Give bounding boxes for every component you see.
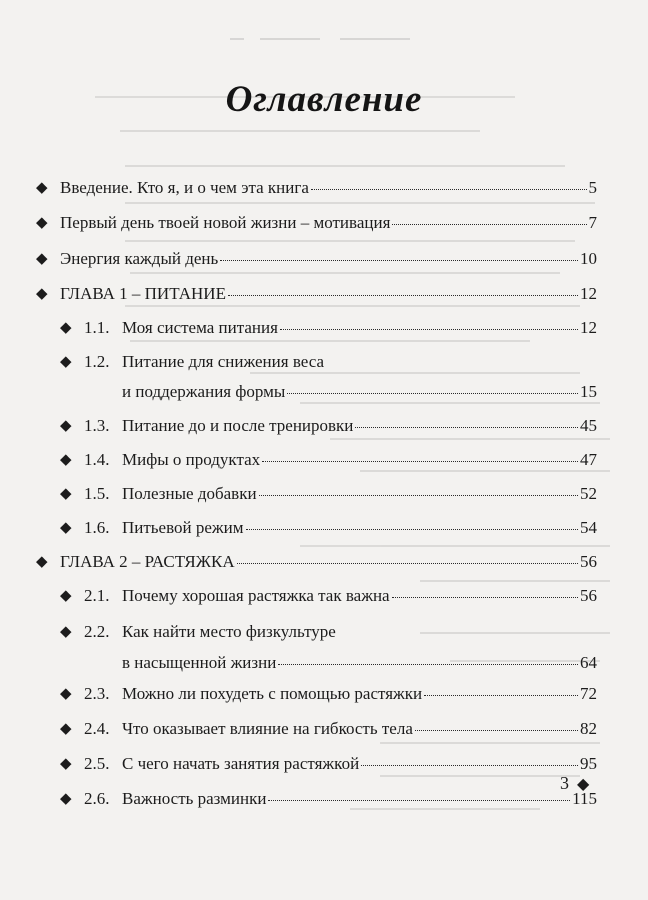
toc-entry-page: 72 [580, 684, 597, 703]
toc-entry-title: Энергия каждый день [60, 249, 219, 268]
section-number: 1.2. [84, 352, 110, 371]
toc-entry-1-6[interactable] [60, 518, 597, 538]
diamond-bullet-icon: ◆ [60, 686, 72, 702]
dot-leader [361, 764, 578, 766]
toc-entry-title: Полезные добавки [122, 484, 257, 503]
toc-entry-2-1[interactable] [60, 586, 597, 606]
dot-leader [311, 188, 587, 190]
toc-entry-title: Первый день твоей новой жизни – мотивация [60, 213, 391, 232]
diamond-bullet-icon: ◆ [60, 320, 72, 336]
diamond-bullet-icon: ◆ [60, 452, 72, 468]
toc-entry-introduction[interactable] [36, 178, 597, 198]
section-number: 1.6. [84, 518, 110, 537]
toc-entry-title: Почему хорошая растяжка так важна [122, 586, 390, 605]
toc-entry-title: С чего начать занятия растяжкой [122, 754, 360, 773]
section-number: 2.6. [84, 789, 110, 808]
diamond-bullet-icon: ◆ [36, 286, 48, 302]
dot-leader [392, 223, 586, 225]
dot-leader [392, 596, 578, 598]
toc-entry-page: 64 [580, 653, 597, 672]
dot-leader [280, 328, 578, 330]
toc-entry-1-4[interactable] [60, 450, 597, 470]
toc-entry-title-line-1: Питание для снижения веса [122, 352, 325, 371]
toc-entry-page: 82 [580, 719, 597, 738]
section-number: 2.3. [84, 684, 110, 703]
diamond-bullet-icon: ◆ [60, 624, 72, 640]
toc-entry-title: Введение. Кто я, и о чем эта книга [60, 178, 309, 197]
dot-leader [415, 729, 578, 731]
toc-entry-title: Питьевой режим [122, 518, 244, 537]
dot-leader [287, 392, 578, 394]
section-number: 1.1. [84, 318, 110, 337]
dot-leader [220, 259, 578, 261]
toc-entry-1-2[interactable] [60, 352, 597, 402]
diamond-bullet-icon: ◆ [60, 791, 72, 807]
toc-entry-2-3[interactable] [60, 684, 597, 704]
diamond-bullet-icon: ◆ [60, 418, 72, 434]
section-number: 1.5. [84, 484, 110, 503]
section-number: 2.1. [84, 586, 110, 605]
diamond-footer-icon: ◆ [577, 776, 590, 793]
toc-entry-title: Питание до и после тренировки [122, 416, 354, 435]
diamond-bullet-icon: ◆ [60, 756, 72, 772]
toc-entry-title: ГЛАВА 1 – ПИТАНИЕ [60, 284, 226, 303]
dot-leader [237, 562, 578, 564]
dot-leader [262, 460, 578, 462]
toc-entry-title: Мифы о продуктах [122, 450, 261, 469]
section-number: 2.2. [84, 622, 110, 641]
toc-entry-title-line-2: в насыщенной жизни [122, 653, 277, 672]
dot-leader [278, 663, 578, 665]
toc-entry-title-line-2: и поддержания формы [122, 382, 286, 401]
toc-entry-2-2[interactable] [60, 622, 597, 673]
toc-entry-chapter-2[interactable] [36, 552, 597, 572]
page-number [560, 773, 589, 794]
toc-entry-energy[interactable] [36, 249, 597, 269]
toc-entry-first-day[interactable] [36, 213, 597, 233]
toc-entry-page: 47 [580, 450, 597, 469]
diamond-bullet-icon: ◆ [60, 721, 72, 737]
section-number: 1.3. [84, 416, 110, 435]
page-title: Оглавление [225, 79, 423, 120]
toc-entry-page: 7 [588, 213, 597, 232]
dot-leader [424, 694, 578, 696]
diamond-bullet-icon: ◆ [60, 520, 72, 536]
toc-entry-page: 15 [580, 382, 597, 401]
toc-entry-page: 12 [580, 284, 597, 303]
toc-entry-page: 54 [580, 518, 597, 537]
toc-entry-page: 45 [580, 416, 597, 435]
dot-leader [228, 294, 578, 296]
toc-entry-2-5[interactable] [60, 754, 597, 774]
diamond-bullet-icon: ◆ [60, 486, 72, 502]
section-number: 1.4. [84, 450, 110, 469]
page-number-value: 3 [560, 773, 569, 793]
dot-leader [246, 528, 578, 530]
toc-entry-page: 56 [580, 586, 597, 605]
toc-entry-1-3[interactable] [60, 416, 597, 436]
toc-entry-1-5[interactable] [60, 484, 597, 504]
toc-entry-page: 56 [580, 552, 597, 571]
diamond-bullet-icon: ◆ [36, 554, 48, 570]
toc-entry-chapter-1[interactable] [36, 284, 597, 304]
section-number: 2.4. [84, 719, 110, 738]
toc-entry-1-1[interactable] [60, 318, 597, 338]
dot-leader [268, 799, 570, 801]
diamond-bullet-icon: ◆ [60, 588, 72, 604]
toc-entry-title: Что оказывает влияние на гибкость тела [122, 719, 413, 738]
toc-entry-title: Моя система питания [122, 318, 278, 337]
toc-entry-page: 5 [588, 178, 597, 197]
diamond-bullet-icon: ◆ [36, 251, 48, 267]
toc-entry-page: 10 [580, 249, 597, 268]
toc-entry-2-4[interactable] [60, 719, 597, 739]
diamond-bullet-icon: ◆ [60, 354, 72, 370]
toc-entry-title: ГЛАВА 2 – РАСТЯЖКА [60, 552, 235, 571]
section-number: 2.5. [84, 754, 110, 773]
toc-entry-page: 115 [572, 789, 597, 808]
toc-entry-page: 12 [580, 318, 597, 337]
toc-entry-title: Можно ли похудеть с помощью растяжки [122, 684, 423, 703]
toc-entry-title-line-1: Как найти место физкультуре [122, 622, 336, 641]
diamond-bullet-icon: ◆ [36, 215, 48, 231]
dot-leader [259, 494, 578, 496]
toc-entry-2-6[interactable] [60, 789, 597, 809]
toc-entry-page: 52 [580, 484, 597, 503]
diamond-bullet-icon: ◆ [36, 180, 48, 196]
toc-entry-title: Важность разминки [122, 789, 267, 808]
dot-leader [355, 426, 578, 428]
toc-entry-page: 95 [580, 754, 597, 773]
